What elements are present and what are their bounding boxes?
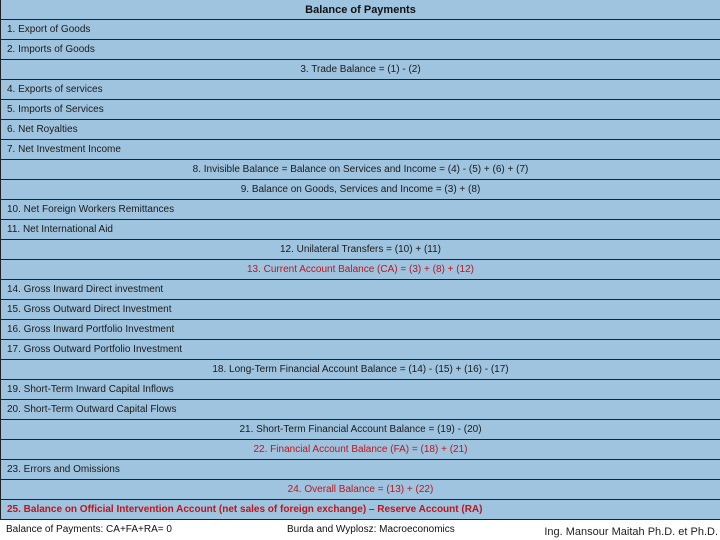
row-current-account-balance: 13. Current Account Balance (CA) = (3) + (8) + (12)	[1, 259, 720, 279]
row-short-term-financial-account-balance: 21. Short-Term Financial Account Balance = (19) - (20)	[1, 419, 720, 439]
footer-source: Burda and Wyplosz: Macroeconomics	[287, 524, 455, 535]
row-trade-balance: 3. Trade Balance = (1) - (2)	[1, 59, 720, 79]
row-gross-outward-portfolio-investment: 17. Gross Outward Portfolio Investment	[1, 339, 720, 359]
row-net-royalties: 6. Net Royalties	[1, 119, 720, 139]
row-short-term-outward-capital-flows: 20. Short-Term Outward Capital Flows	[1, 399, 720, 419]
row-gross-outward-direct-investment: 15. Gross Outward Direct Investment	[1, 299, 720, 319]
row-net-international-aid: 11. Net International Aid	[1, 219, 720, 239]
row-net-investment-income: 7. Net Investment Income	[1, 139, 720, 159]
footer-identity: Balance of Payments: CA+FA+RA= 0	[6, 524, 172, 535]
row-financial-account-balance: 22. Financial Account Balance (FA) = (18) + (21)	[1, 439, 720, 459]
row-goods-services-income-balance: 9. Balance on Goods, Services and Income = (3) + (8)	[1, 179, 720, 199]
row-invisible-balance: 8. Invisible Balance = Balance on Services and Income = (4) - (5) + (6) + (7)	[1, 159, 720, 179]
row-imports-of-services: 5. Imports of Services	[1, 99, 720, 119]
row-net-foreign-workers-remittances: 10. Net Foreign Workers Remittances	[1, 199, 720, 219]
row-export-of-goods: 1. Export of Goods	[1, 19, 720, 39]
row-unilateral-transfers: 12. Unilateral Transfers = (10) + (11)	[1, 239, 720, 259]
footer-author: Ing. Mansour Maitah Ph.D. et Ph.D.	[544, 526, 718, 538]
row-official-intervention-account: 25. Balance on Official Intervention Account (net sales of foreign exchange) – Reserve Account (RA)	[1, 499, 720, 520]
row-gross-inward-direct-investment: 14. Gross Inward Direct investment	[1, 279, 720, 299]
row-exports-of-services: 4. Exports of services	[1, 79, 720, 99]
row-errors-and-omissions: 23. Errors and Omissions	[1, 459, 720, 479]
row-gross-inward-portfolio-investment: 16. Gross Inward Portfolio Investment	[1, 319, 720, 339]
row-imports-of-goods: 2. Imports of Goods	[1, 39, 720, 59]
row-short-term-inward-capital-inflows: 19. Short-Term Inward Capital Inflows	[1, 379, 720, 399]
footer	[0, 521, 720, 540]
row-long-term-financial-account-balance: 18. Long-Term Financial Account Balance = (14) - (15) + (16) - (17)	[1, 359, 720, 379]
table-title: Balance of Payments	[1, 0, 720, 19]
row-overall-balance: 24. Overall Balance = (13) + (22)	[1, 479, 720, 499]
